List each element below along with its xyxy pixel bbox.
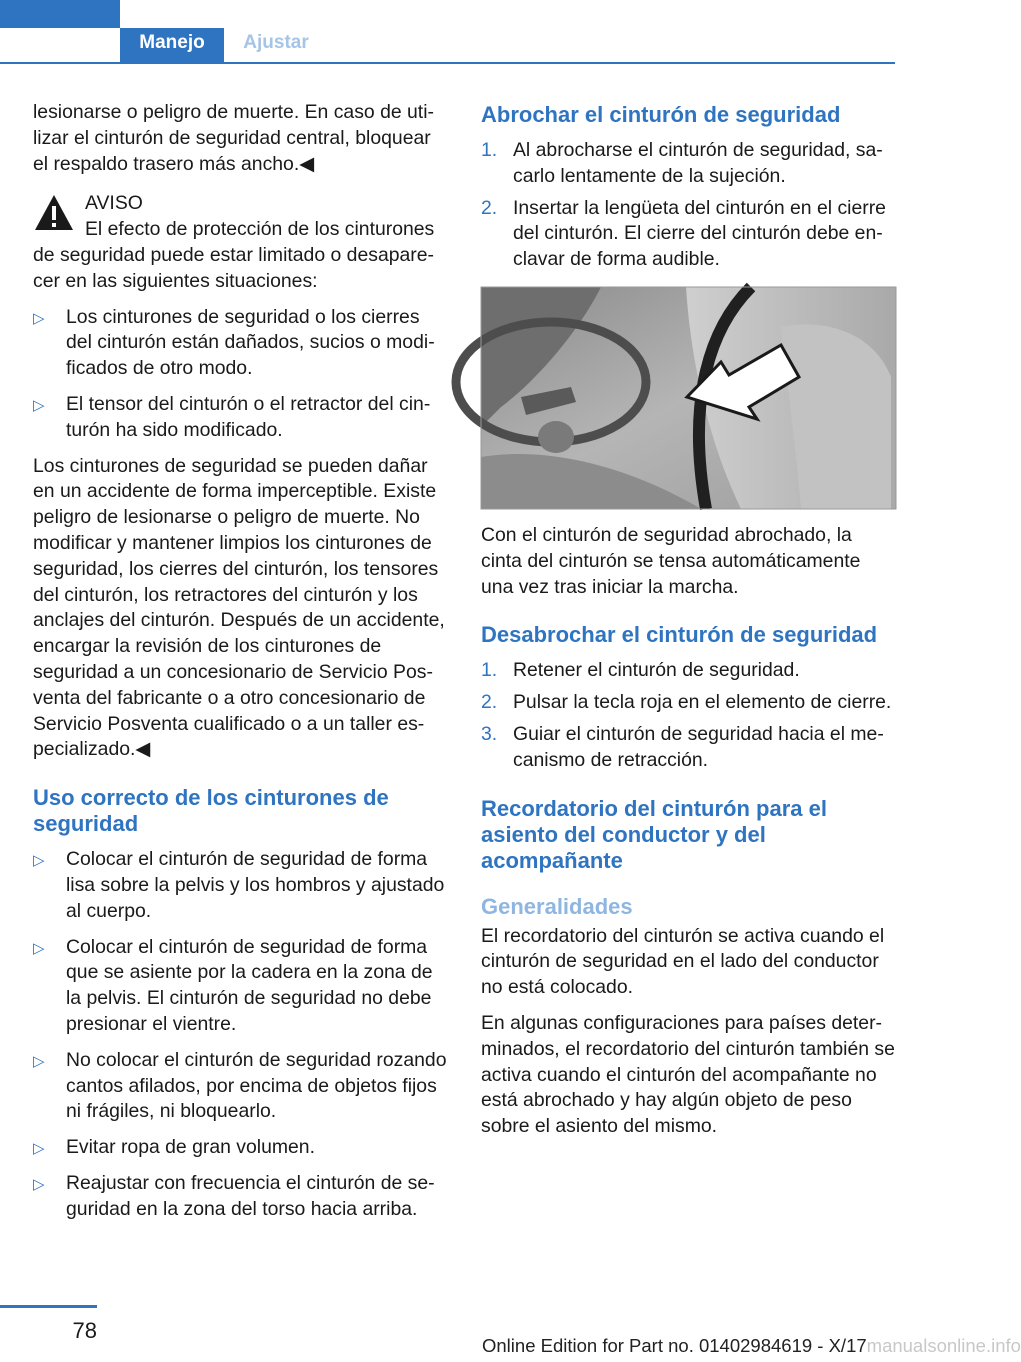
section-heading-reminder: Recordatorio del cinturón para el asiento del conductor y del acompañante [481, 795, 827, 873]
list-item [33, 935, 448, 1038]
list-item [33, 1135, 448, 1161]
step-text: Pulsar la tecla roja en el elemento de cierre. [513, 691, 892, 714]
intro-paragraph: lesionarse o peligro de muerte. En caso de utilizar el cinturón de seguridad central, bloquear el respaldo trasero más ancho.◀ [33, 101, 434, 175]
triangle-bullet-icon: ▷ [33, 309, 45, 327]
list-item-text: Reajustar con frecuencia el cinturón de seguridad en la zona del torso hacia arriba. [66, 1171, 435, 1220]
footer-edition [482, 1335, 1021, 1357]
subheading-general: Generalidades [481, 893, 633, 919]
step-text: Insertar la lengüeta del cinturón en el cierre del cinturón. El cierre del cinturón debe enclavar de forma audible. [513, 196, 886, 271]
step-number: 1. [481, 659, 498, 682]
list-item [33, 847, 448, 924]
list-item-text: Colocar el cinturón de seguridad de forma que se asiente por la cadera en la zona de la pelvis. El cinturón de seguridad no debe presionar el vientre. [66, 935, 433, 1035]
general-paragraph-2: En algunas configuraciones para países determinados, el recordatorio del cinturón también se activa cuando el cinturón del acompañante no está abrochado y hay algún objeto de peso sobre el asiento del mismo. [481, 1011, 895, 1138]
step-number: 3. [481, 722, 498, 745]
section-heading-fasten: Abrochar el cinturón de seguridad [481, 102, 841, 127]
list-item [33, 1171, 448, 1223]
page-number: 78 [72, 1318, 97, 1343]
list-item [33, 1048, 448, 1125]
warning-block [33, 191, 448, 763]
step-text: Al abrocharse el cinturón de seguridad, sacarlo lentamente de la sujeción. [513, 139, 883, 187]
triangle-bullet-icon: ▷ [33, 852, 45, 870]
triangle-bullet-icon: ▷ [33, 1052, 45, 1070]
step-item [481, 690, 896, 716]
list-item-text: Evitar ropa de gran volumen. [66, 1136, 315, 1159]
tab-ajustar[interactable]: Ajustar [224, 28, 328, 62]
triangle-bullet-icon: ▷ [33, 1175, 45, 1193]
warning-triangle-icon [33, 193, 75, 233]
correct-use-list [33, 847, 448, 1222]
warning-title: AVISO [85, 192, 143, 215]
general-paragraph-1: El recordatorio del cinturón se activa cuando el cinturón de seguridad en el lado del conductor no está colocado. [481, 924, 885, 999]
step-text: Retener el cinturón de seguridad. [513, 659, 800, 682]
unfasten-steps [481, 658, 896, 773]
after-photo-paragraph: Con el cinturón de seguridad abrochado, la cinta del cinturón se tensa automáticamente una vez tras iniciar la marcha. [481, 523, 861, 598]
step-item [481, 658, 896, 684]
list-item-text: No colocar el cinturón de seguridad rozando cantos afilados, por encima de objetos fijos ni frágiles, ni bloquearlo. [66, 1048, 447, 1123]
list-item-text: El tensor del cinturón o el retractor del cinturón ha sido modificado. [66, 392, 431, 441]
triangle-bullet-icon: ▷ [33, 939, 45, 957]
footer-accent-line [0, 1305, 97, 1308]
step-number: 2. [481, 691, 498, 714]
list-item [33, 392, 448, 444]
step-number: 1. [481, 139, 498, 161]
section-heading-unfasten: Desabrochar el cinturón de seguridad [481, 622, 878, 648]
left-column [33, 100, 448, 1232]
triangle-bullet-icon: ▷ [33, 1140, 45, 1158]
warning-text: El efecto de protección de los cinturones de seguridad puede estar limitado o desaparecer en las siguientes situaciones: [33, 218, 435, 292]
right-column [481, 100, 896, 1150]
step-item [481, 196, 896, 273]
tab-manejo[interactable]: Manejo [120, 28, 224, 62]
list-item-text: Los cinturones de seguridad o los cierres del cinturón están dañados, sucios o modificados de otro modo. [66, 305, 435, 380]
warning-body: Los cinturones de seguridad se pueden dañar en un accidente de forma imperceptible. Existe peligro de lesionarse o peligro de muerte. No modificar y mantener limpios los cinturones de seguridad, los cierres del cinturón, los tensores del cinturón, los retractores del cinturón y los anclajes del cinturón. Después de un accidente, encargar la revisión de los cinturones de seguridad a un concesionario de Servicio Posventa del fabricante o a otro concesionario de Servicio Posventa cualificado o a un taller especializado.◀ [33, 454, 445, 761]
list-item-text: Colocar el cinturón de seguridad de forma lisa sobre la pelvis y los hombros y ajustado al cuerpo. [66, 848, 445, 922]
triangle-bullet-icon: ▷ [33, 396, 45, 414]
watermark-text: manualsonline.info [866, 1335, 1021, 1356]
warning-list [33, 305, 448, 444]
section-heading-correct-use: Uso correcto de los cinturones de seguridad [33, 785, 389, 837]
step-text: Guiar el cinturón de seguridad hacia el mecanismo de retracción. [513, 722, 884, 771]
seatbelt-buckle-photo [481, 287, 896, 509]
fasten-steps [481, 138, 896, 273]
step-number: 2. [481, 196, 498, 219]
header-accent-bar [0, 0, 120, 28]
header-tabs [0, 0, 895, 64]
list-item [33, 305, 448, 382]
step-item [481, 138, 896, 190]
edition-text: Online Edition for Part no. 01402984619 - X/17 [482, 1335, 867, 1356]
step-item [481, 722, 896, 774]
